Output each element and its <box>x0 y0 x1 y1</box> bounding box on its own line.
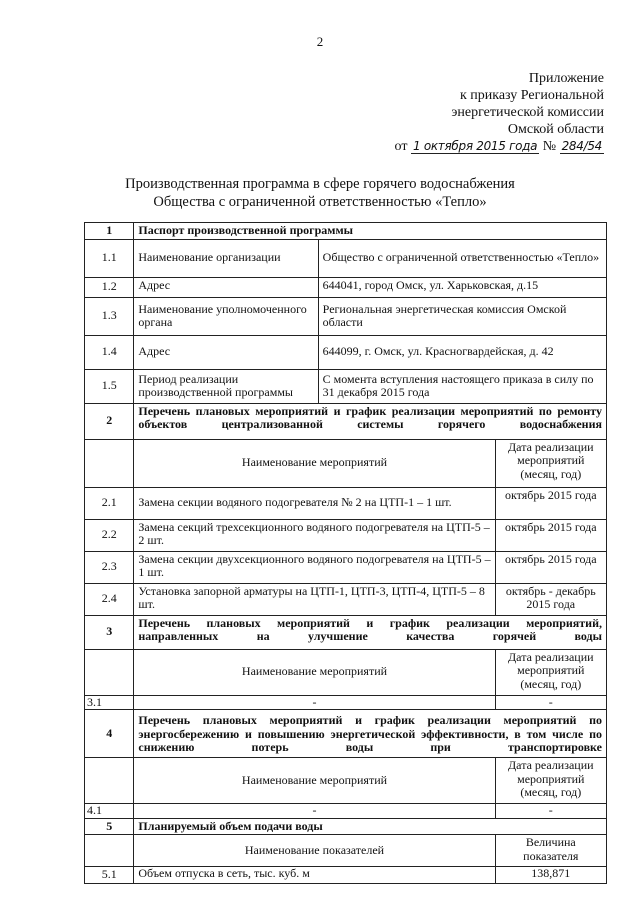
row-label: Период реализации производственной программы <box>134 369 318 403</box>
row-value: Общество с ограниченной ответственностью «Тепло» <box>318 239 606 277</box>
table-row <box>85 297 607 335</box>
empty-cell <box>85 758 134 804</box>
title-line-1: Производственная программа в сфере горячего водоснабжения <box>125 176 515 192</box>
row-number: 1.4 <box>85 335 134 369</box>
table-row <box>85 335 607 369</box>
row-value: Региональная энергетическая комиссия Омской области <box>318 297 606 335</box>
row-number: 2.3 <box>85 551 134 583</box>
table-row <box>85 277 607 297</box>
row-value: С момента вступления настоящего приказа в силу по 31 декабря 2015 года <box>318 369 606 403</box>
column-header-name: Наименование мероприятий <box>134 439 495 487</box>
table-row <box>85 804 607 819</box>
row-number: 5.1 <box>85 867 134 884</box>
table-row <box>85 519 607 551</box>
annex-block <box>395 70 604 155</box>
row-value: 644099, г. Омск, ул. Красногвардейская, д. 42 <box>318 335 606 369</box>
row-date: октябрь - декабрь 2015 года <box>495 583 606 615</box>
annex-line-1: Приложение <box>528 71 604 86</box>
section-1-header <box>85 223 607 240</box>
column-header-name: Наименование мероприятий <box>134 758 495 804</box>
column-header-row <box>85 758 607 804</box>
table-row <box>85 695 607 710</box>
title-line-2: Общества с ограниченной ответственностью «Тепло» <box>153 194 487 210</box>
section-title: Перечень плановых мероприятий и график реализации мероприятий по ремонту объектов централизованной системы горячего водоснабжения <box>134 403 607 439</box>
row-name: - <box>134 804 495 819</box>
section-number: 4 <box>85 710 134 758</box>
row-date: октябрь 2015 года <box>495 519 606 551</box>
order-number-handwritten: 284/54 <box>561 139 602 153</box>
table-row <box>85 487 607 519</box>
row-number: 3.1 <box>85 695 134 710</box>
document-title <box>0 175 640 211</box>
column-header-date: Дата реализации мероприятий (месяц, год) <box>495 439 606 487</box>
row-date: - <box>495 695 606 710</box>
order-line <box>395 138 604 155</box>
annex-line-3: энергетической комиссии <box>451 105 604 120</box>
section-title: Планируемый объем подачи воды <box>134 818 607 835</box>
section-3-header <box>85 615 607 649</box>
section-title: Паспорт производственной программы <box>134 223 607 240</box>
column-header-row <box>85 835 607 867</box>
column-header-date: Дата реализации мероприятий (месяц, год) <box>495 649 606 695</box>
table-row <box>85 369 607 403</box>
table-row <box>85 239 607 277</box>
row-number: 1.5 <box>85 369 134 403</box>
column-header-date: Дата реализации мероприятий (месяц, год) <box>495 758 606 804</box>
section-number: 3 <box>85 615 134 649</box>
column-header-name: Наименование показателей <box>134 835 495 867</box>
row-label: Адрес <box>134 335 318 369</box>
row-date: октябрь 2015 года <box>495 487 606 519</box>
annex-line-4: Омской области <box>507 122 604 137</box>
section-title: Перечень плановых мероприятий и график реализации мероприятий, направленных на улучшение качества горячей воды <box>134 615 607 649</box>
section-number: 1 <box>85 223 134 240</box>
table-row <box>85 867 607 884</box>
empty-cell <box>85 649 134 695</box>
column-header-row <box>85 649 607 695</box>
section-5-header <box>85 818 607 835</box>
empty-cell <box>85 439 134 487</box>
annex-line-2: к приказу Региональной <box>459 88 604 103</box>
page-number: 2 <box>316 34 324 49</box>
row-date: октябрь 2015 года <box>495 551 606 583</box>
row-value: 644041, город Омск, ул. Харьковская, д.15 <box>318 277 606 297</box>
section-2-header <box>85 403 607 439</box>
row-name: Объем отпуска в сеть, тыс. куб. м <box>134 867 495 884</box>
row-number: 4.1 <box>85 804 134 819</box>
order-prefix: от <box>394 139 408 154</box>
section-number: 5 <box>85 818 134 835</box>
row-value: 138,871 <box>495 867 606 884</box>
order-date-handwritten: 1 октября 2015 года <box>412 139 538 153</box>
table-row <box>85 551 607 583</box>
row-name: - <box>134 695 495 710</box>
column-header-value: Величина показателя <box>495 835 606 867</box>
order-no-label: № <box>542 139 557 154</box>
row-number: 1.1 <box>85 239 134 277</box>
row-label: Наименование уполномоченного органа <box>134 297 318 335</box>
section-4-header <box>85 710 607 758</box>
row-name: Замена секции водяного подогревателя № 2 на ЦТП-1 – 1 шт. <box>134 487 495 519</box>
row-number: 2.4 <box>85 583 134 615</box>
row-name: Установка запорной арматуры на ЦТП-1, ЦТП-3, ЦТП-4, ЦТП-5 – 8 шт. <box>134 583 495 615</box>
empty-cell <box>85 835 134 867</box>
row-label: Наименование организации <box>134 239 318 277</box>
column-header-name: Наименование мероприятий <box>134 649 495 695</box>
row-number: 2.1 <box>85 487 134 519</box>
row-name: Замена секции двухсекционного водяного подогревателя на ЦТП-5 – 1 шт. <box>134 551 495 583</box>
row-name: Замена секций трехсекционного водяного подогревателя на ЦТП-5 – 2 шт. <box>134 519 495 551</box>
row-number: 1.2 <box>85 277 134 297</box>
table-row <box>85 583 607 615</box>
row-label: Адрес <box>134 277 318 297</box>
row-number: 2.2 <box>85 519 134 551</box>
section-number: 2 <box>85 403 134 439</box>
section-title: Перечень плановых мероприятий и график реализации мероприятий по энергосбережению и повышению энергетической эффективности, в том числе по снижению потерь воды при транспортировке <box>134 710 607 758</box>
production-program-table <box>84 222 607 884</box>
row-date: - <box>495 804 606 819</box>
column-header-row <box>85 439 607 487</box>
row-number: 1.3 <box>85 297 134 335</box>
